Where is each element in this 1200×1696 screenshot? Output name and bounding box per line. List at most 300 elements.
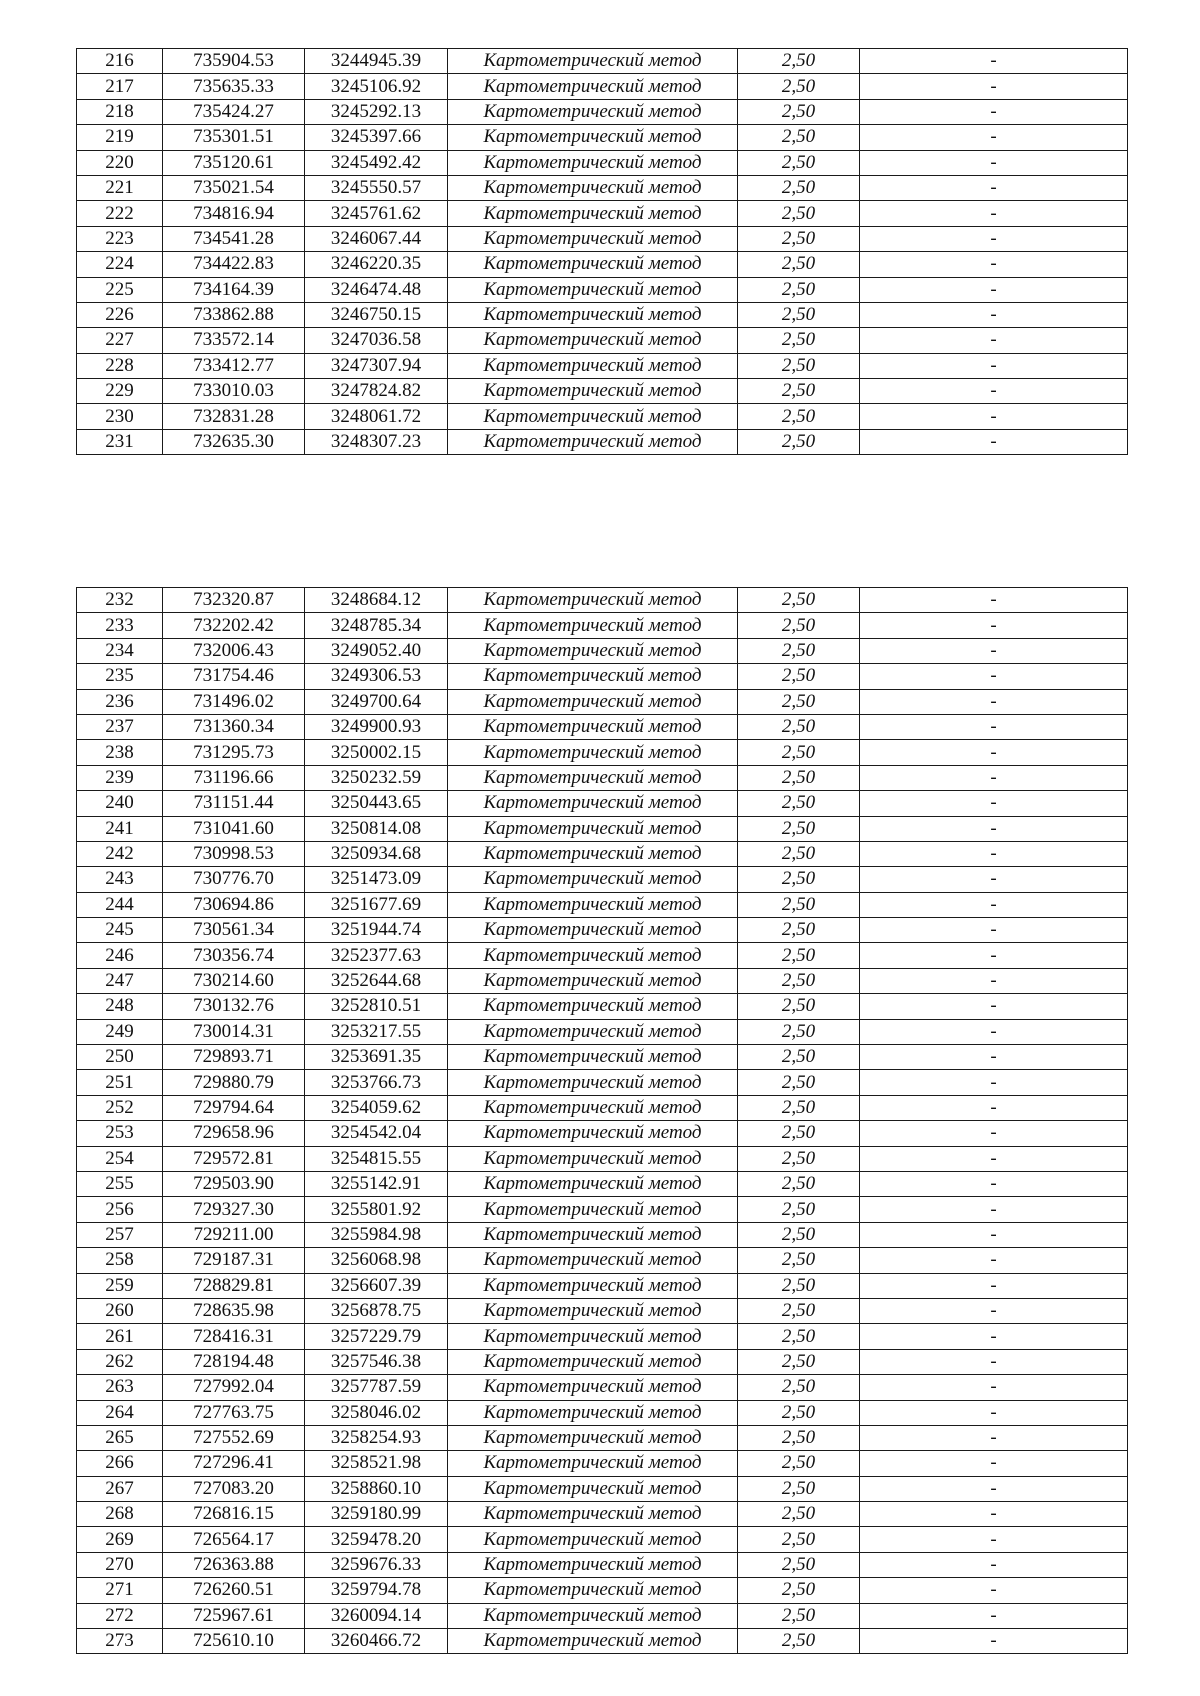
note-cell: - [860, 867, 1128, 892]
note-cell: - [860, 328, 1128, 353]
note-cell: - [860, 379, 1128, 404]
accuracy-cell: 2,50 [738, 125, 860, 150]
table-row [77, 892, 1128, 917]
y-coordinate-cell: 3248061.72 [305, 404, 448, 429]
x-coordinate-cell: 735120.61 [163, 150, 305, 175]
y-coordinate-cell: 3249052.40 [305, 638, 448, 663]
point-number-cell: 256 [77, 1197, 163, 1222]
note-cell: - [860, 994, 1128, 1019]
table-row [77, 1349, 1128, 1374]
method-cell: Картометрический метод [448, 613, 738, 638]
point-number-cell: 250 [77, 1045, 163, 1070]
note-cell: - [860, 49, 1128, 74]
y-coordinate-cell: 3248307.23 [305, 429, 448, 454]
accuracy-cell: 2,50 [738, 1349, 860, 1374]
method-cell: Картометрический метод [448, 918, 738, 943]
method-cell: Картометрический метод [448, 994, 738, 1019]
method-cell: Картометрический метод [448, 1527, 738, 1552]
point-number-cell: 219 [77, 125, 163, 150]
y-coordinate-cell: 3246220.35 [305, 252, 448, 277]
note-cell: - [860, 125, 1128, 150]
y-coordinate-cell: 3246474.48 [305, 277, 448, 302]
x-coordinate-cell: 734816.94 [163, 201, 305, 226]
note-cell: - [860, 1121, 1128, 1146]
point-number-cell: 267 [77, 1476, 163, 1501]
accuracy-cell: 2,50 [738, 302, 860, 327]
accuracy-cell: 2,50 [738, 404, 860, 429]
accuracy-cell: 2,50 [738, 175, 860, 200]
table-row [77, 867, 1128, 892]
note-cell: - [860, 1502, 1128, 1527]
accuracy-cell: 2,50 [738, 994, 860, 1019]
x-coordinate-cell: 730356.74 [163, 943, 305, 968]
accuracy-cell: 2,50 [738, 1070, 860, 1095]
method-cell: Картометрический метод [448, 74, 738, 99]
y-coordinate-cell: 3248684.12 [305, 588, 448, 613]
note-cell: - [860, 714, 1128, 739]
method-cell: Картометрический метод [448, 588, 738, 613]
y-coordinate-cell: 3255142.91 [305, 1171, 448, 1196]
x-coordinate-cell: 730694.86 [163, 892, 305, 917]
point-number-cell: 216 [77, 49, 163, 74]
accuracy-cell: 2,50 [738, 1527, 860, 1552]
table-row [77, 1375, 1128, 1400]
method-cell: Картометрический метод [448, 689, 738, 714]
y-coordinate-cell: 3251473.09 [305, 867, 448, 892]
method-cell: Картометрический метод [448, 1425, 738, 1450]
point-number-cell: 223 [77, 226, 163, 251]
note-cell: - [860, 588, 1128, 613]
accuracy-cell: 2,50 [738, 49, 860, 74]
x-coordinate-cell: 730998.53 [163, 841, 305, 866]
table-row [77, 1146, 1128, 1171]
y-coordinate-cell: 3256068.98 [305, 1248, 448, 1273]
point-number-cell: 226 [77, 302, 163, 327]
y-coordinate-cell: 3254059.62 [305, 1095, 448, 1120]
method-cell: Картометрический метод [448, 404, 738, 429]
accuracy-cell: 2,50 [738, 328, 860, 353]
x-coordinate-cell: 735021.54 [163, 175, 305, 200]
note-cell: - [860, 1552, 1128, 1577]
point-number-cell: 235 [77, 664, 163, 689]
accuracy-cell: 2,50 [738, 1298, 860, 1323]
note-cell: - [860, 252, 1128, 277]
note-cell: - [860, 1578, 1128, 1603]
accuracy-cell: 2,50 [738, 379, 860, 404]
accuracy-cell: 2,50 [738, 1400, 860, 1425]
y-coordinate-cell: 3250934.68 [305, 841, 448, 866]
accuracy-cell: 2,50 [738, 613, 860, 638]
accuracy-cell: 2,50 [738, 1425, 860, 1450]
note-cell: - [860, 1095, 1128, 1120]
note-cell: - [860, 1324, 1128, 1349]
accuracy-cell: 2,50 [738, 841, 860, 866]
accuracy-cell: 2,50 [738, 1197, 860, 1222]
note-cell: - [860, 1171, 1128, 1196]
method-cell: Картометрический метод [448, 125, 738, 150]
accuracy-cell: 2,50 [738, 252, 860, 277]
table-row [77, 588, 1128, 613]
point-number-cell: 224 [77, 252, 163, 277]
method-cell: Картометрический метод [448, 252, 738, 277]
y-coordinate-cell: 3249700.64 [305, 689, 448, 714]
accuracy-cell: 2,50 [738, 226, 860, 251]
point-number-cell: 238 [77, 740, 163, 765]
accuracy-cell: 2,50 [738, 943, 860, 968]
table-row [77, 1197, 1128, 1222]
point-number-cell: 218 [77, 99, 163, 124]
method-cell: Картометрический метод [448, 1298, 738, 1323]
note-cell: - [860, 1248, 1128, 1273]
point-number-cell: 269 [77, 1527, 163, 1552]
x-coordinate-cell: 729503.90 [163, 1171, 305, 1196]
x-coordinate-cell: 735904.53 [163, 49, 305, 74]
point-number-cell: 240 [77, 791, 163, 816]
table-row [77, 302, 1128, 327]
method-cell: Картометрический метод [448, 1603, 738, 1628]
table-row [77, 689, 1128, 714]
table-row [77, 638, 1128, 663]
point-number-cell: 268 [77, 1502, 163, 1527]
method-cell: Картометрический метод [448, 638, 738, 663]
table-row [77, 277, 1128, 302]
method-cell: Картометрический метод [448, 302, 738, 327]
x-coordinate-cell: 728635.98 [163, 1298, 305, 1323]
y-coordinate-cell: 3258046.02 [305, 1400, 448, 1425]
point-number-cell: 273 [77, 1629, 163, 1654]
y-coordinate-cell: 3253217.55 [305, 1019, 448, 1044]
method-cell: Картометрический метод [448, 1552, 738, 1577]
method-cell: Картометрический метод [448, 1476, 738, 1501]
note-cell: - [860, 1400, 1128, 1425]
table-row [77, 1019, 1128, 1044]
table-row [77, 328, 1128, 353]
note-cell: - [860, 74, 1128, 99]
x-coordinate-cell: 732635.30 [163, 429, 305, 454]
x-coordinate-cell: 731295.73 [163, 740, 305, 765]
note-cell: - [860, 1375, 1128, 1400]
x-coordinate-cell: 729327.30 [163, 1197, 305, 1222]
note-cell: - [860, 1222, 1128, 1247]
table-row [77, 740, 1128, 765]
point-number-cell: 217 [77, 74, 163, 99]
y-coordinate-cell: 3252810.51 [305, 994, 448, 1019]
x-coordinate-cell: 725610.10 [163, 1629, 305, 1654]
point-number-cell: 263 [77, 1375, 163, 1400]
point-number-cell: 243 [77, 867, 163, 892]
coordinates-table-1 [76, 48, 1128, 455]
x-coordinate-cell: 730561.34 [163, 918, 305, 943]
note-cell: - [860, 1197, 1128, 1222]
method-cell: Картометрический метод [448, 791, 738, 816]
x-coordinate-cell: 731151.44 [163, 791, 305, 816]
note-cell: - [860, 175, 1128, 200]
x-coordinate-cell: 727083.20 [163, 1476, 305, 1501]
method-cell: Картометрический метод [448, 175, 738, 200]
accuracy-cell: 2,50 [738, 867, 860, 892]
note-cell: - [860, 791, 1128, 816]
table-row [77, 613, 1128, 638]
accuracy-cell: 2,50 [738, 74, 860, 99]
point-number-cell: 220 [77, 150, 163, 175]
x-coordinate-cell: 732831.28 [163, 404, 305, 429]
note-cell: - [860, 404, 1128, 429]
table-row [77, 1095, 1128, 1120]
method-cell: Картометрический метод [448, 1070, 738, 1095]
point-number-cell: 246 [77, 943, 163, 968]
y-coordinate-cell: 3247307.94 [305, 353, 448, 378]
method-cell: Картометрический метод [448, 1629, 738, 1654]
table-row [77, 175, 1128, 200]
note-cell: - [860, 968, 1128, 993]
y-coordinate-cell: 3259794.78 [305, 1578, 448, 1603]
y-coordinate-cell: 3253691.35 [305, 1045, 448, 1070]
x-coordinate-cell: 734541.28 [163, 226, 305, 251]
x-coordinate-cell: 729893.71 [163, 1045, 305, 1070]
method-cell: Картометрический метод [448, 1400, 738, 1425]
method-cell: Картометрический метод [448, 49, 738, 74]
y-coordinate-cell: 3245292.13 [305, 99, 448, 124]
point-number-cell: 233 [77, 613, 163, 638]
note-cell: - [860, 740, 1128, 765]
accuracy-cell: 2,50 [738, 664, 860, 689]
note-cell: - [860, 638, 1128, 663]
method-cell: Картометрический метод [448, 1248, 738, 1273]
table-row [77, 994, 1128, 1019]
y-coordinate-cell: 3259676.33 [305, 1552, 448, 1577]
y-coordinate-cell: 3245492.42 [305, 150, 448, 175]
y-coordinate-cell: 3249306.53 [305, 664, 448, 689]
point-number-cell: 234 [77, 638, 163, 663]
method-cell: Картометрический метод [448, 841, 738, 866]
method-cell: Картометрический метод [448, 1502, 738, 1527]
x-coordinate-cell: 729658.96 [163, 1121, 305, 1146]
y-coordinate-cell: 3256607.39 [305, 1273, 448, 1298]
table-row [77, 49, 1128, 74]
method-cell: Картометрический метод [448, 968, 738, 993]
y-coordinate-cell: 3246067.44 [305, 226, 448, 251]
x-coordinate-cell: 727763.75 [163, 1400, 305, 1425]
table-row [77, 252, 1128, 277]
point-number-cell: 228 [77, 353, 163, 378]
note-cell: - [860, 943, 1128, 968]
note-cell: - [860, 892, 1128, 917]
note-cell: - [860, 613, 1128, 638]
table-row [77, 1476, 1128, 1501]
point-number-cell: 257 [77, 1222, 163, 1247]
method-cell: Картометрический метод [448, 867, 738, 892]
y-coordinate-cell: 3254815.55 [305, 1146, 448, 1171]
x-coordinate-cell: 726363.88 [163, 1552, 305, 1577]
point-number-cell: 248 [77, 994, 163, 1019]
y-coordinate-cell: 3258521.98 [305, 1451, 448, 1476]
x-coordinate-cell: 727552.69 [163, 1425, 305, 1450]
point-number-cell: 221 [77, 175, 163, 200]
point-number-cell: 254 [77, 1146, 163, 1171]
point-number-cell: 231 [77, 429, 163, 454]
table-row [77, 1248, 1128, 1273]
x-coordinate-cell: 727992.04 [163, 1375, 305, 1400]
note-cell: - [860, 1273, 1128, 1298]
method-cell: Картометрический метод [448, 353, 738, 378]
point-number-cell: 237 [77, 714, 163, 739]
accuracy-cell: 2,50 [738, 1019, 860, 1044]
method-cell: Картометрический метод [448, 943, 738, 968]
accuracy-cell: 2,50 [738, 201, 860, 226]
note-cell: - [860, 1298, 1128, 1323]
point-number-cell: 232 [77, 588, 163, 613]
x-coordinate-cell: 727296.41 [163, 1451, 305, 1476]
note-cell: - [860, 664, 1128, 689]
x-coordinate-cell: 734164.39 [163, 277, 305, 302]
y-coordinate-cell: 3245761.62 [305, 201, 448, 226]
accuracy-cell: 2,50 [738, 99, 860, 124]
method-cell: Картометрический метод [448, 1019, 738, 1044]
table-row [77, 1298, 1128, 1323]
table-row [77, 841, 1128, 866]
x-coordinate-cell: 732006.43 [163, 638, 305, 663]
y-coordinate-cell: 3256878.75 [305, 1298, 448, 1323]
table-row [77, 1324, 1128, 1349]
method-cell: Картометрический метод [448, 1121, 738, 1146]
y-coordinate-cell: 3251944.74 [305, 918, 448, 943]
method-cell: Картометрический метод [448, 1095, 738, 1120]
point-number-cell: 245 [77, 918, 163, 943]
accuracy-cell: 2,50 [738, 892, 860, 917]
note-cell: - [860, 918, 1128, 943]
method-cell: Картометрический метод [448, 1578, 738, 1603]
y-coordinate-cell: 3251677.69 [305, 892, 448, 917]
note-cell: - [860, 816, 1128, 841]
table-row [77, 1121, 1128, 1146]
accuracy-cell: 2,50 [738, 1273, 860, 1298]
accuracy-cell: 2,50 [738, 1324, 860, 1349]
table-row [77, 1527, 1128, 1552]
note-cell: - [860, 1070, 1128, 1095]
note-cell: - [860, 1451, 1128, 1476]
table-row [77, 379, 1128, 404]
point-number-cell: 251 [77, 1070, 163, 1095]
y-coordinate-cell: 3255801.92 [305, 1197, 448, 1222]
point-number-cell: 265 [77, 1425, 163, 1450]
table-row [77, 201, 1128, 226]
note-cell: - [860, 226, 1128, 251]
note-cell: - [860, 689, 1128, 714]
point-number-cell: 249 [77, 1019, 163, 1044]
method-cell: Картометрический метод [448, 765, 738, 790]
table-row [77, 1629, 1128, 1654]
point-number-cell: 236 [77, 689, 163, 714]
table-row [77, 1222, 1128, 1247]
accuracy-cell: 2,50 [738, 1095, 860, 1120]
x-coordinate-cell: 734422.83 [163, 252, 305, 277]
note-cell: - [860, 429, 1128, 454]
point-number-cell: 261 [77, 1324, 163, 1349]
point-number-cell: 222 [77, 201, 163, 226]
accuracy-cell: 2,50 [738, 1045, 860, 1070]
method-cell: Картометрический метод [448, 1171, 738, 1196]
y-coordinate-cell: 3253766.73 [305, 1070, 448, 1095]
y-coordinate-cell: 3260094.14 [305, 1603, 448, 1628]
point-number-cell: 262 [77, 1349, 163, 1374]
table-row [77, 74, 1128, 99]
x-coordinate-cell: 728416.31 [163, 1324, 305, 1349]
point-number-cell: 242 [77, 841, 163, 866]
point-number-cell: 272 [77, 1603, 163, 1628]
y-coordinate-cell: 3252377.63 [305, 943, 448, 968]
table-row [77, 1451, 1128, 1476]
x-coordinate-cell: 733412.77 [163, 353, 305, 378]
x-coordinate-cell: 728194.48 [163, 1349, 305, 1374]
point-number-cell: 270 [77, 1552, 163, 1577]
table-row [77, 1552, 1128, 1577]
x-coordinate-cell: 725967.61 [163, 1603, 305, 1628]
accuracy-cell: 2,50 [738, 714, 860, 739]
accuracy-cell: 2,50 [738, 1171, 860, 1196]
point-number-cell: 255 [77, 1171, 163, 1196]
note-cell: - [860, 277, 1128, 302]
x-coordinate-cell: 729187.31 [163, 1248, 305, 1273]
y-coordinate-cell: 3245550.57 [305, 175, 448, 200]
point-number-cell: 247 [77, 968, 163, 993]
table-row [77, 918, 1128, 943]
accuracy-cell: 2,50 [738, 1248, 860, 1273]
x-coordinate-cell: 730214.60 [163, 968, 305, 993]
y-coordinate-cell: 3257229.79 [305, 1324, 448, 1349]
accuracy-cell: 2,50 [738, 765, 860, 790]
y-coordinate-cell: 3255984.98 [305, 1222, 448, 1247]
y-coordinate-cell: 3259180.99 [305, 1502, 448, 1527]
y-coordinate-cell: 3258254.93 [305, 1425, 448, 1450]
accuracy-cell: 2,50 [738, 740, 860, 765]
table-row [77, 1400, 1128, 1425]
x-coordinate-cell: 732202.42 [163, 613, 305, 638]
accuracy-cell: 2,50 [738, 1146, 860, 1171]
method-cell: Картометрический метод [448, 328, 738, 353]
x-coordinate-cell: 735301.51 [163, 125, 305, 150]
point-number-cell: 227 [77, 328, 163, 353]
table-row [77, 1171, 1128, 1196]
y-coordinate-cell: 3245397.66 [305, 125, 448, 150]
table-row [77, 816, 1128, 841]
method-cell: Картометрический метод [448, 664, 738, 689]
x-coordinate-cell: 730776.70 [163, 867, 305, 892]
accuracy-cell: 2,50 [738, 1375, 860, 1400]
x-coordinate-cell: 731496.02 [163, 689, 305, 714]
x-coordinate-cell: 733010.03 [163, 379, 305, 404]
x-coordinate-cell: 733862.88 [163, 302, 305, 327]
table-row [77, 404, 1128, 429]
method-cell: Картометрический метод [448, 816, 738, 841]
y-coordinate-cell: 3250002.15 [305, 740, 448, 765]
x-coordinate-cell: 729572.81 [163, 1146, 305, 1171]
x-coordinate-cell: 730014.31 [163, 1019, 305, 1044]
y-coordinate-cell: 3248785.34 [305, 613, 448, 638]
note-cell: - [860, 1019, 1128, 1044]
note-cell: - [860, 1425, 1128, 1450]
note-cell: - [860, 765, 1128, 790]
x-coordinate-cell: 728829.81 [163, 1273, 305, 1298]
accuracy-cell: 2,50 [738, 429, 860, 454]
table-row [77, 125, 1128, 150]
table-row [77, 226, 1128, 251]
note-cell: - [860, 1349, 1128, 1374]
accuracy-cell: 2,50 [738, 968, 860, 993]
point-number-cell: 253 [77, 1121, 163, 1146]
note-cell: - [860, 1146, 1128, 1171]
accuracy-cell: 2,50 [738, 150, 860, 175]
y-coordinate-cell: 3259478.20 [305, 1527, 448, 1552]
